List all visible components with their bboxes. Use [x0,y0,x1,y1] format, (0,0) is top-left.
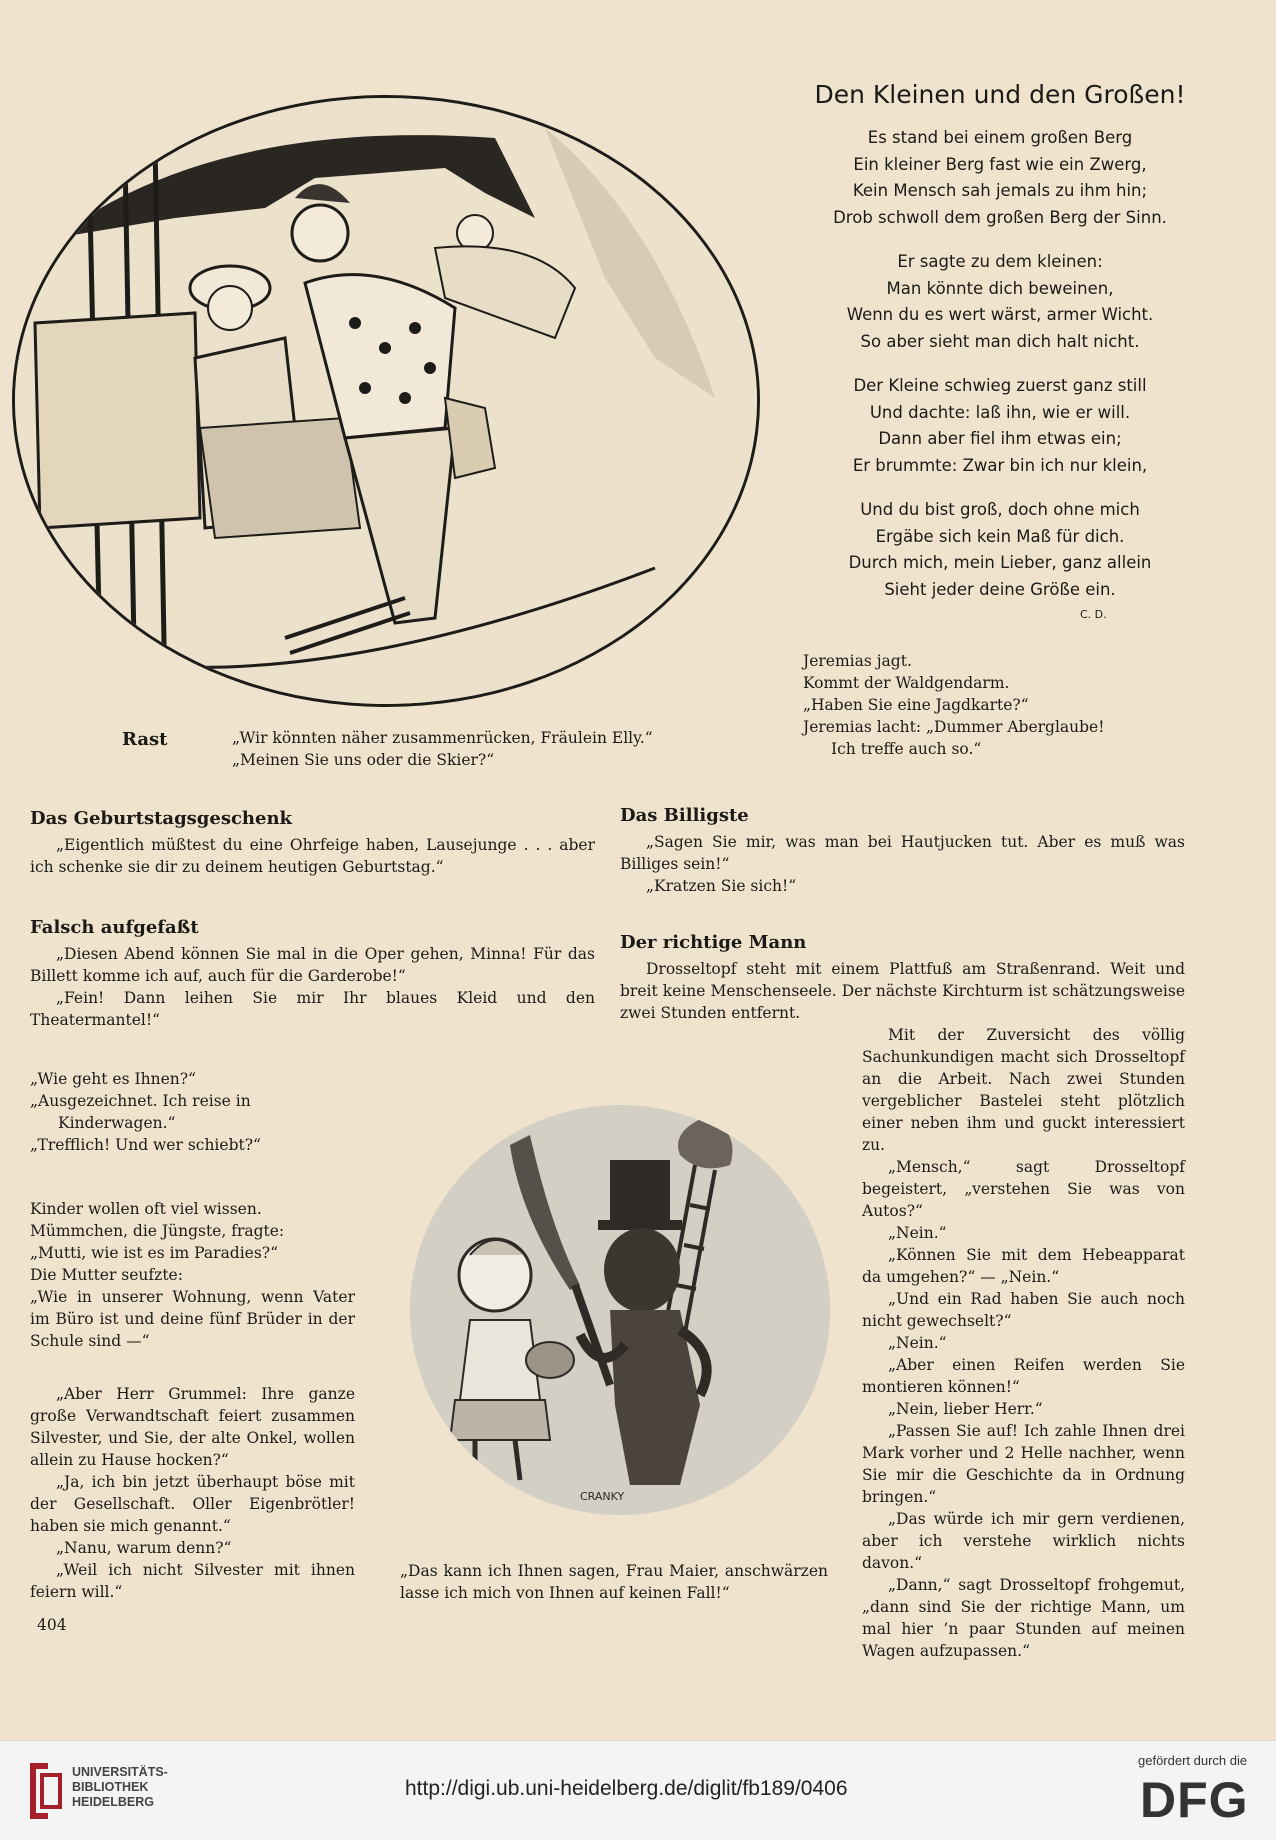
poem-line: Er brummte: Zwar bin ich nur klein, [852,455,1148,475]
poem-line: Kein Mensch sah jemals zu ihm hin; [852,181,1148,200]
geburtstag-title: Das Geburtstagsgeschenk [30,808,293,829]
poem-title: Den Kleinen und den Großen! [814,80,1186,109]
poem-stanza-3 [780,373,1220,479]
poem-line: So aber sieht man dich halt nicht. [860,331,1140,351]
mann-intro: Drosseltopf steht mit einem Plattfuß am Straßenrand. Weit und breit keine Menschenseele. Der nächste Kirchturm ist schätzungsweise zwei Stunden entfernt. [620,960,1185,1022]
skier-hut-drawing [15,98,760,707]
dfg-logo: DFG [1140,1772,1249,1828]
mann-paragraph: „Passen Sie auf! Ich zahle Ihnen drei Mark vorher und 2 Helle nachher, wenn Sie mir die Geschichte da in Ordnung bringen.“ [862,1422,1185,1506]
poem-line: Ein kleiner Berg fast wie ein Zwerg, [853,154,1147,174]
billigste-title: Das Billigste [620,805,749,826]
poem-line: Ergäbe sich kein Maß für dich. [875,526,1125,546]
poem-line: Dann aber fiel ihm etwas ein; [878,429,1122,448]
caption-line: „Wir könnten näher zusammenrücken, Fräulein Elly.“ [232,729,653,747]
joke-paragraph: „Nanu, warum denn?“ [56,1539,232,1557]
poem-stanza-2 [780,249,1220,355]
poem-line: Es stand bei einem großen Berg [867,128,1133,147]
poem-initials: C. D. [1080,608,1107,621]
mann-column [862,1024,1185,1662]
joke-line: Kommt der Waldgendarm. [803,674,1010,692]
mann-title: Der richtige Mann [620,932,807,953]
cartoon-rast-illustration [12,95,760,707]
caption-rast-label: Rast [122,729,168,750]
digitization-footer [0,1740,1276,1840]
library-name-line: HEIDELBERG [72,1795,154,1809]
joke-line: Mümmchen, die Jüngste, fragte: [30,1222,285,1240]
mann-paragraph: „Nein, lieber Herr.“ [888,1400,1043,1418]
poem-stanza-1 [780,125,1220,231]
falsch-text-2: „Fein! Dann leihen Sie mir Ihr blaues Kleid und den Theatermantel!“ [30,989,595,1029]
joke-line: „Haben Sie eine Jagdkarte?“ [803,696,1029,714]
caption-chimney-sweep: „Das kann ich Ihnen sagen, Frau Maier, anschwärzen lasse ich mich von Ihnen auf keinen Fall!“ [400,1562,828,1602]
mann-paragraph: „Und ein Rad haben Sie auch noch nicht gewechselt?“ [862,1290,1185,1330]
falsch-text-1: „Diesen Abend können Sie mal in die Oper gehen, Minna! Für das Billett komme ich auf, auch für die Garderobe!“ [30,945,595,985]
kinder-joke [30,1198,355,1352]
mann-section [620,932,1185,1024]
poem-stanza-4 [780,497,1220,603]
joke-line: Ich treffe auch so.“ [831,740,982,758]
falsch-title: Falsch aufgefaßt [30,917,199,938]
grummel-joke [30,1383,355,1603]
poem-line: Drob schwoll dem großen Berg der Sinn. [833,207,1167,227]
mann-paragraph: „Nein.“ [888,1334,947,1352]
poem-line: Durch mich, mein Lieber, ganz allein [848,553,1152,572]
poem-line: Der Kleine schwieg zuerst ganz still [853,376,1147,395]
billigste-reply: „Kratzen Sie sich!“ [646,877,797,895]
kinderwagen-joke [30,1068,355,1156]
mann-paragraph: „Das würde ich mir gern verdienen, aber ich verstehe wirklich nichts davon.“ [862,1510,1185,1572]
caption-rast-text [232,727,732,771]
caption-line: „Meinen Sie uns oder die Skier?“ [232,751,495,769]
library-logo-icon [26,1759,66,1823]
joke-paragraph: „Ja, ich bin jetzt überhaupt böse mit der Gesellschaft. Oller Eigenbrötler! haben sie mich genannt.“ [30,1473,355,1535]
geburtstag-text: „Eigentlich müßtest du eine Ohrfeige haben, Lausejunge . . . aber ich schenke sie dir zu deinem heutigen Geburtstag.“ [30,836,595,876]
billigste-text: „Sagen Sie mir, was man bei Hautjucken tut. Aber es muß was Billiges sein!“ [620,833,1185,873]
mann-paragraph: „Können Sie mit dem Hebeapparat da umgehen?“ — „Nein.“ [862,1246,1185,1286]
mann-paragraph: „Aber einen Reifen werden Sie montieren können!“ [862,1356,1185,1396]
joke-line: „Mutti, wie ist es im Paradies?“ [30,1244,279,1262]
poem-line: Er sagte zu dem kleinen: [897,252,1103,271]
mann-paragraph: Mit der Zuversicht des völlig Sachunkundigen macht sich Drosseltopf an die Arbeit. Nach zwei Stunden vergeblicher Bastelei steht plötzlich einer neben ihm und guckt interessiert zu. [862,1026,1185,1154]
poem-line: Sieht jeder deine Größe ein. [884,579,1116,599]
poem-line: Und dachte: laß ihn, wie er will. [869,402,1131,422]
jeremias-joke [803,650,1203,760]
joke-paragraph: „Aber Herr Grummel: Ihre ganze große Verwandtschaft feiert zusammen Silvester, und Sie, der alte Onkel, wollen allein zu Hause hocken?“ [30,1385,355,1469]
illustration-signature: CRANKY [580,1490,625,1503]
library-name-line: BIBLIOTHEK [72,1780,149,1794]
joke-line: „Wie in unserer Wohnung, wenn Vater im Büro ist und deine fünf Brüder in der Schule sind —“ [30,1288,355,1350]
chimney-sweep-illustration [410,1105,830,1515]
joke-line: Jeremias lacht: „Dummer Aberglaube! [803,718,1105,736]
joke-line: „Wie geht es Ihnen?“ [30,1070,196,1088]
billigste-section [620,805,1185,897]
library-name [72,1765,168,1810]
source-url-link[interactable]: http://digi.ub.uni-heidelberg.de/diglit/fb189/0406 [405,1777,848,1800]
sponsor-label: gefördert durch die [1138,1753,1248,1768]
mann-paragraph: „Nein.“ [888,1224,947,1242]
geburtstag-section [30,808,595,878]
falsch-section [30,917,595,1031]
joke-line: Jeremias jagt. [803,652,912,670]
poem-section [780,80,1220,621]
mann-paragraph: „Mensch,“ sagt Drosseltopf begeistert, „verstehen Sie was von Autos?“ [862,1158,1185,1220]
poem-line: Wenn du es wert wärst, armer Wicht. [846,305,1154,324]
joke-line: Kinder wollen oft viel wissen. [30,1200,262,1218]
joke-line: Die Mutter seufzte: [30,1266,183,1284]
joke-line: „Trefflich! Und wer schiebt?“ [30,1136,261,1154]
library-name-line: UNIVERSITÄTS- [72,1765,168,1779]
chimney-sweep-drawing [410,1105,830,1515]
page-number: 404 [37,1616,67,1634]
poem-line: Und du bist groß, doch ohne mich [860,500,1140,519]
mann-paragraph: „Dann,“ sagt Drosseltopf frohgemut, „dann sind Sie der richtige Mann, um mal hier ’n paar Stunden auf meinen Wagen aufzupassen.“ [862,1576,1185,1660]
joke-line: „Ausgezeichnet. Ich reise in Kinderwagen.“ [30,1092,251,1132]
poem-line: Man könnte dich beweinen, [886,278,1114,298]
joke-paragraph: „Weil ich nicht Silvester mit ihnen feiern will.“ [30,1561,355,1601]
